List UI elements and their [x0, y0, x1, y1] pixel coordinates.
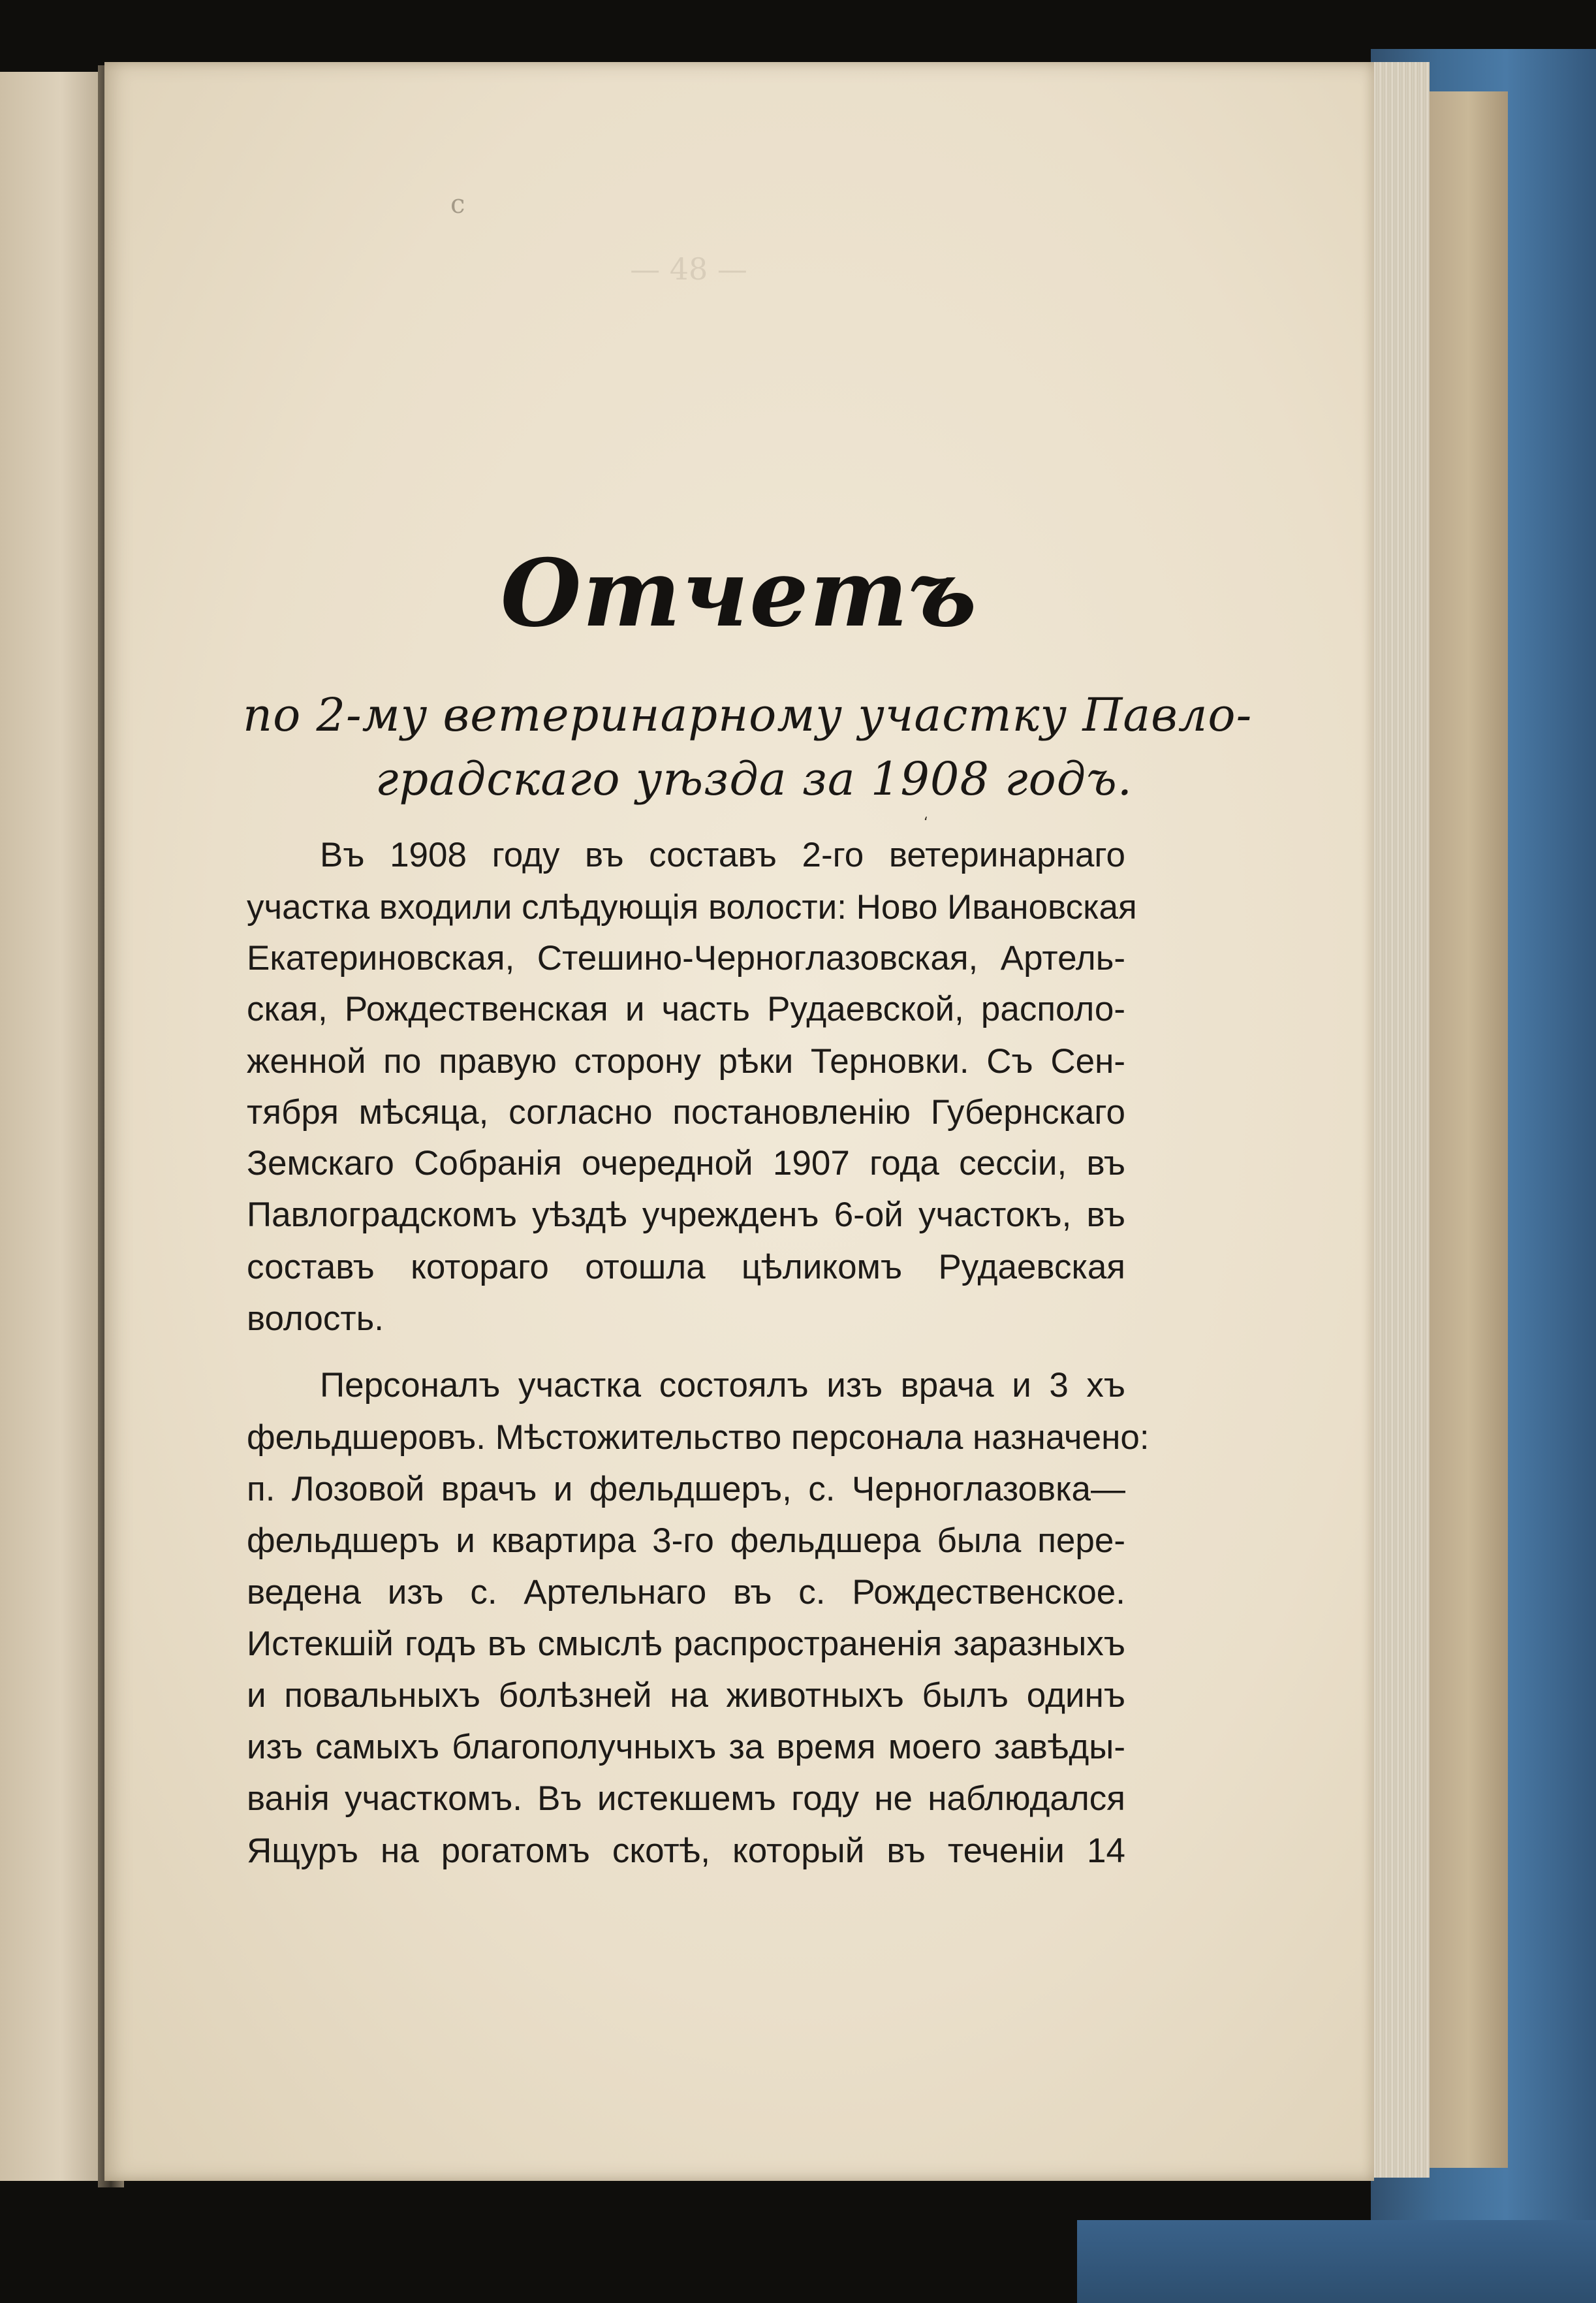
text-line: Павлоградскомъ уѣздѣ учрежденъ 6-ой участокъ, въ [247, 1196, 1125, 1234]
text-line: ванія участкомъ. Въ истекшемъ году не наблюдался [247, 1779, 1125, 1818]
text-line: составъ котораго отошла цѣликомъ Рудаевская [247, 1248, 1125, 1286]
text-line: и повальныхъ болѣзней на животныхъ былъ одинъ [247, 1676, 1125, 1715]
left-page [0, 72, 111, 2181]
text-line: волость. [247, 1299, 384, 1338]
text-line: тября мѣсяца, согласно постановленію Губернскаго [247, 1093, 1125, 1132]
text-line: Ящуръ на рогатомъ скотѣ, который въ теченіи 14 [247, 1832, 1125, 1870]
subtitle-line-2: градскаго уѣзда за 1908 годъ. [375, 752, 1133, 806]
text-line: изъ самыхъ благополучныхъ за время моего завѣды- [247, 1728, 1125, 1766]
bleed-through-page-number: — 48 — [630, 251, 747, 287]
text-line: Земскаго Собранія очередной 1907 года сессіи, въ [247, 1144, 1125, 1183]
text-line: женной по правую сторону рѣки Терновки. Съ Сен- [247, 1042, 1125, 1081]
subtitle-line-1: по 2-му ветеринарному участку Павло- [243, 688, 1253, 742]
stray-mark: c [450, 189, 465, 219]
stray-mark-small: ʻ [924, 815, 928, 831]
page-edges [1371, 62, 1430, 2178]
text-line: ведена изъ с. Артельнаго въ с. Рождественское. [247, 1573, 1125, 1612]
text-line: Истекшій годъ въ смыслѣ распространенія заразныхъ [247, 1625, 1125, 1663]
cover-board-edge [1430, 91, 1508, 2168]
page-title: Отчетъ [500, 539, 978, 648]
text-line: участка входили слѣдующія волости: Ново Ивановская [247, 888, 1137, 927]
text-line: ская, Рождественская и часть Рудаевской, располо- [247, 990, 1125, 1028]
book-cover-bottom [1077, 2220, 1596, 2303]
text-line: п. Лозовой врачъ и фельдшеръ, с. Черноглазовка— [247, 1470, 1125, 1508]
text-line: фельдшеръ и квартира 3-го фельдшера была пере- [247, 1521, 1125, 1560]
text-line: Въ 1908 году въ составъ 2-го ветеринарнаго [320, 836, 1125, 874]
text-line: фельдшеровъ. Мѣстожительство персонала назначено: [247, 1418, 1150, 1457]
text-line: Екатериновская, Стешино-Черноглазовская, Артель- [247, 939, 1125, 977]
text-line: Персоналъ участка состоялъ изъ врача и 3 хъ [320, 1366, 1125, 1405]
